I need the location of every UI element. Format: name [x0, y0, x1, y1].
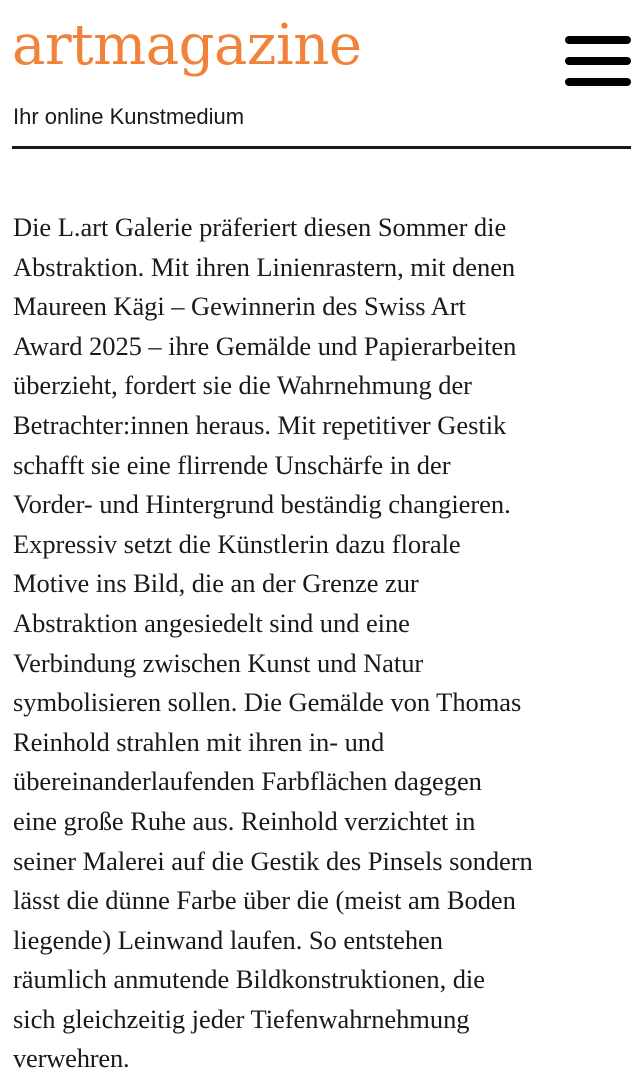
- article-line: überzieht, fordert sie die Wahrnehmung der: [13, 370, 472, 401]
- article-line: Motive ins Bild, die an der Grenze zur: [13, 568, 419, 599]
- article-line: symbolisieren sollen. Die Gemälde von Thomas: [13, 687, 522, 718]
- hamburger-menu-icon[interactable]: [565, 36, 631, 86]
- article-line: schafft sie eine flirrende Unschärfe in der: [13, 449, 451, 480]
- article-line: Betrachter:innen heraus. Mit repetitiver Gestik: [13, 409, 507, 440]
- article-line: Reinhold strahlen mit ihren in- und: [13, 726, 385, 757]
- hamburger-bar-top: [565, 36, 631, 44]
- article-line: übereinanderlaufenden Farbflächen dagegen: [13, 766, 482, 797]
- article-line: verwehren.: [13, 1043, 130, 1074]
- site-header: [0, 0, 643, 150]
- article-body: [13, 208, 633, 1079]
- article-line: lässt die dünne Farbe über die (meist am Boden: [13, 885, 516, 916]
- article-line: räumlich anmutende Bildkonstruktionen, die: [13, 964, 485, 995]
- header-divider: [12, 146, 631, 149]
- article-line: Die L.art Galerie präferiert diesen Sommer die: [13, 212, 507, 242]
- article-line: liegende) Leinwand laufen. So entstehen: [13, 924, 443, 955]
- hamburger-bar-bottom: [565, 78, 631, 86]
- article-line: Verbindung zwischen Kunst und Natur: [13, 647, 424, 678]
- article-line: seiner Malerei auf die Gestik des Pinsels sondern: [13, 845, 533, 876]
- article-line: Abstraktion angesiedelt sind und eine: [13, 607, 410, 638]
- hamburger-bar-middle: [565, 57, 631, 65]
- article-line: sich gleichzeitig jeder Tiefenwahrnehmung: [13, 1003, 470, 1034]
- article-line: Abstraktion. Mit ihren Linienrastern, mit denen: [13, 251, 516, 282]
- article-line: Award 2025 – ihre Gemälde und Papierarbeiten: [13, 330, 517, 361]
- article-line: Vorder- und Hintergrund beständig changieren.: [13, 489, 511, 520]
- site-tagline: Ihr online Kunstmedium: [13, 104, 245, 129]
- article-line: eine große Ruhe aus. Reinhold verzichtet in: [13, 805, 476, 836]
- site-logo[interactable]: artmagazine: [12, 13, 362, 78]
- article-line: Expressiv setzt die Künstlerin dazu florale: [13, 528, 461, 559]
- article-line: Maureen Kägi – Gewinnerin des Swiss Art: [13, 291, 466, 322]
